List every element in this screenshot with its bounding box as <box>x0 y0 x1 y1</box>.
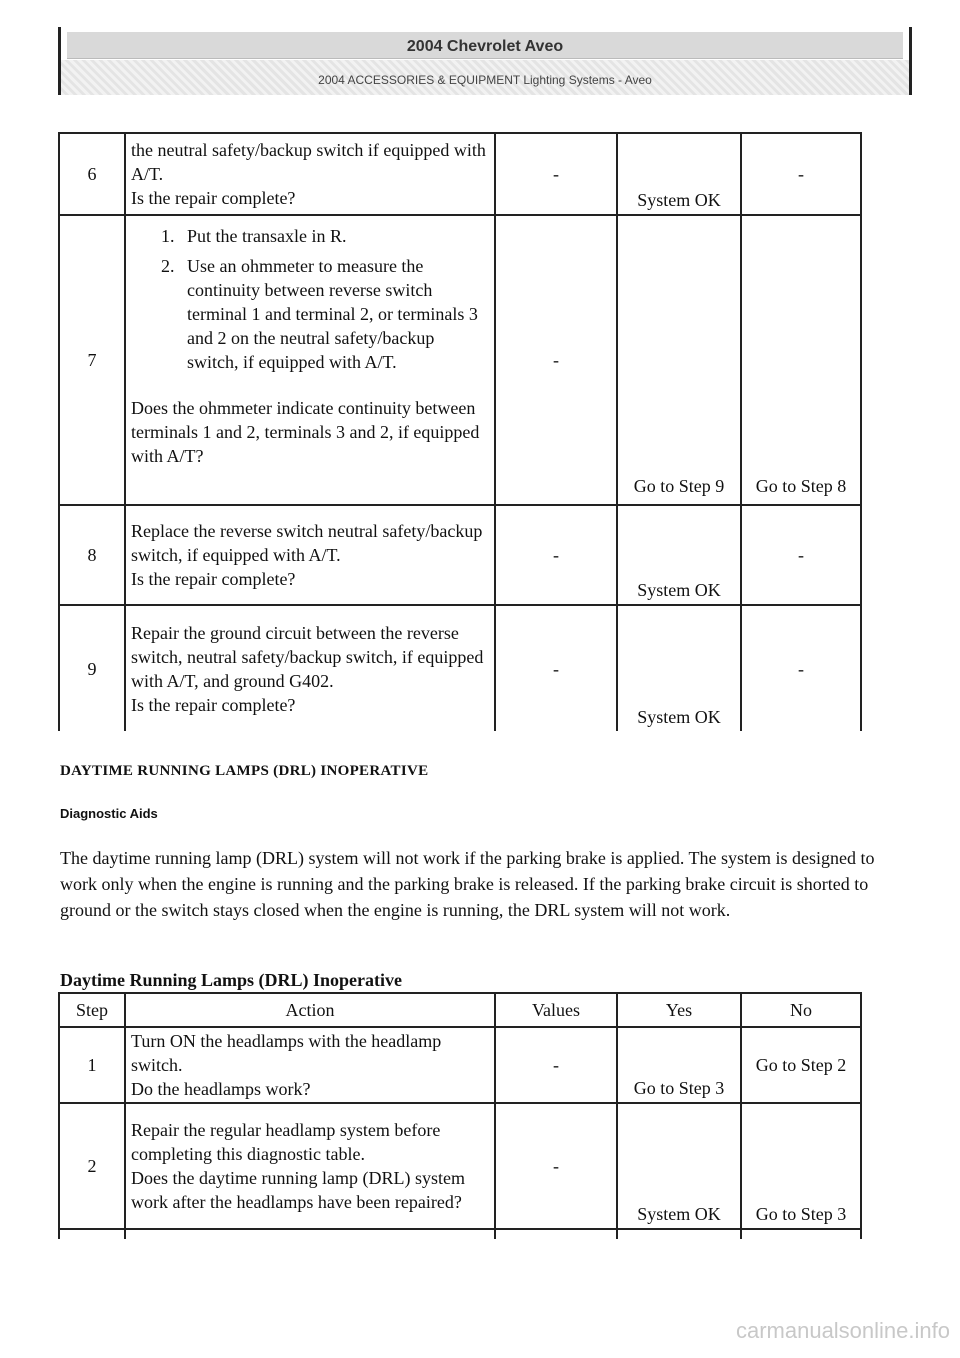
yes-text: System OK <box>637 707 721 727</box>
watermark: carmanualsonline.info <box>735 1318 950 1343</box>
yes-cell <box>617 505 741 605</box>
action-cell <box>125 215 495 505</box>
values-cell: - <box>495 133 617 215</box>
action-question: Is the repair complete? <box>131 694 296 715</box>
action-text: Turn ON the headlamps with the headlamp switch. <box>131 1031 442 1075</box>
step-number: 8 <box>59 505 125 605</box>
diagnostic-aids-paragraph: The daytime running lamp (DRL) system will not work if the parking brake is applied. The system is designed to work only when the engine is running and the parking brake is released. If the parking brake circuit is shorted to ground or the switch stays closed when the engine is running, the DRL system will not work. <box>60 848 875 920</box>
action-text: the neutral safety/backup switch if equipped with A/T. <box>131 140 486 184</box>
header-title: 2004 Chevrolet Aveo <box>406 38 564 55</box>
yes-text: Go to Step 9 <box>633 476 725 496</box>
procedure-item: 1. Put the transaxle in R. <box>179 224 489 248</box>
header-title-bar <box>67 32 903 59</box>
values-cell: - <box>495 1027 617 1103</box>
table-row <box>59 215 861 505</box>
action-question: Is the repair complete? <box>131 569 296 589</box>
header-yes: Yes <box>617 993 741 1027</box>
no-cell: - <box>741 605 861 731</box>
header-subtitle: 2004 ACCESSORIES & EQUIPMENT Lighting Systems - Aveo <box>318 73 652 87</box>
action-cell <box>125 605 495 731</box>
header-no: No <box>741 993 861 1027</box>
action-question: Does the daytime running lamp (DRL) system work after the headlamps have been repaired? <box>131 1168 465 1212</box>
yes-cell <box>617 605 741 731</box>
header-subtitle-bar <box>61 60 909 95</box>
header-action: Action <box>125 993 495 1027</box>
no-cell: Go to Step 2 <box>741 1027 861 1103</box>
empty-cell <box>741 1229 861 1239</box>
yes-cell <box>617 215 741 505</box>
action-text: Repair the regular headlamp system before completing this diagnostic table. <box>131 1120 441 1164</box>
table-header-row <box>59 993 861 1027</box>
action-text: Replace the reverse switch neutral safety/backup switch, if equipped with A/T. <box>131 521 483 565</box>
action-cell <box>125 133 495 215</box>
no-cell <box>741 1103 861 1229</box>
step-number: 2 <box>59 1103 125 1229</box>
step-number: 6 <box>59 133 125 215</box>
no-text: Go to Step 3 <box>755 1204 847 1224</box>
no-cell <box>741 215 861 505</box>
action-question: Does the ohmmeter indicate continuity between terminals 1 and 2, terminals 3 and 2, if equipped with A/T? <box>131 398 480 466</box>
yes-cell <box>617 133 741 215</box>
values-cell: - <box>495 215 617 505</box>
action-text: Repair the ground circuit between the reverse switch, neutral safety/backup switch, if equipped with A/T, and ground G402. <box>131 622 484 691</box>
empty-cell <box>617 1229 741 1239</box>
table-row <box>59 1027 861 1103</box>
yes-text: System OK <box>637 580 721 600</box>
action-question: Do the headlamps work? <box>131 1079 311 1099</box>
empty-cell <box>125 1229 495 1239</box>
diagnostic-table-continued <box>58 132 862 731</box>
action-cell <box>125 505 495 605</box>
values-cell: - <box>495 605 617 731</box>
table-row <box>59 605 861 731</box>
action-cell <box>125 1103 495 1229</box>
step-number: 7 <box>59 215 125 505</box>
procedure-list <box>131 224 489 374</box>
section-heading: DAYTIME RUNNING LAMPS (DRL) INOPERATIVE <box>60 763 429 779</box>
no-text: Go to Step 8 <box>755 476 847 496</box>
step-number: 9 <box>59 605 125 731</box>
values-cell: - <box>495 1103 617 1229</box>
header-step: Step <box>59 993 125 1027</box>
yes-cell <box>617 1027 741 1103</box>
values-cell: - <box>495 505 617 605</box>
table-row <box>59 505 861 605</box>
no-cell: - <box>741 133 861 215</box>
document-header <box>58 27 912 95</box>
empty-cell <box>495 1229 617 1239</box>
table-row-continued <box>59 1229 861 1239</box>
table-row <box>59 133 861 215</box>
drl-diagnostic-table <box>58 992 862 1239</box>
no-cell: - <box>741 505 861 605</box>
action-question: Is the repair complete? <box>131 188 296 208</box>
diagnostic-aids-heading: Diagnostic Aids <box>60 806 158 821</box>
table-title: Daytime Running Lamps (DRL) Inoperative <box>60 970 403 990</box>
action-cell <box>125 1027 495 1103</box>
procedure-item: 2. Use an ohmmeter to measure the continuity between reverse switch terminal 1 and terminal 2, or terminals 3 and 2 on the neutral safety/backup switch, if equipped with A/T. <box>179 254 489 374</box>
step-number: 1 <box>59 1027 125 1103</box>
yes-text: System OK <box>637 1204 721 1224</box>
header-values: Values <box>495 993 617 1027</box>
yes-text: System OK <box>637 190 721 210</box>
table-row <box>59 1103 861 1229</box>
empty-cell <box>59 1229 125 1239</box>
yes-cell <box>617 1103 741 1229</box>
yes-text: Go to Step 3 <box>633 1078 725 1098</box>
